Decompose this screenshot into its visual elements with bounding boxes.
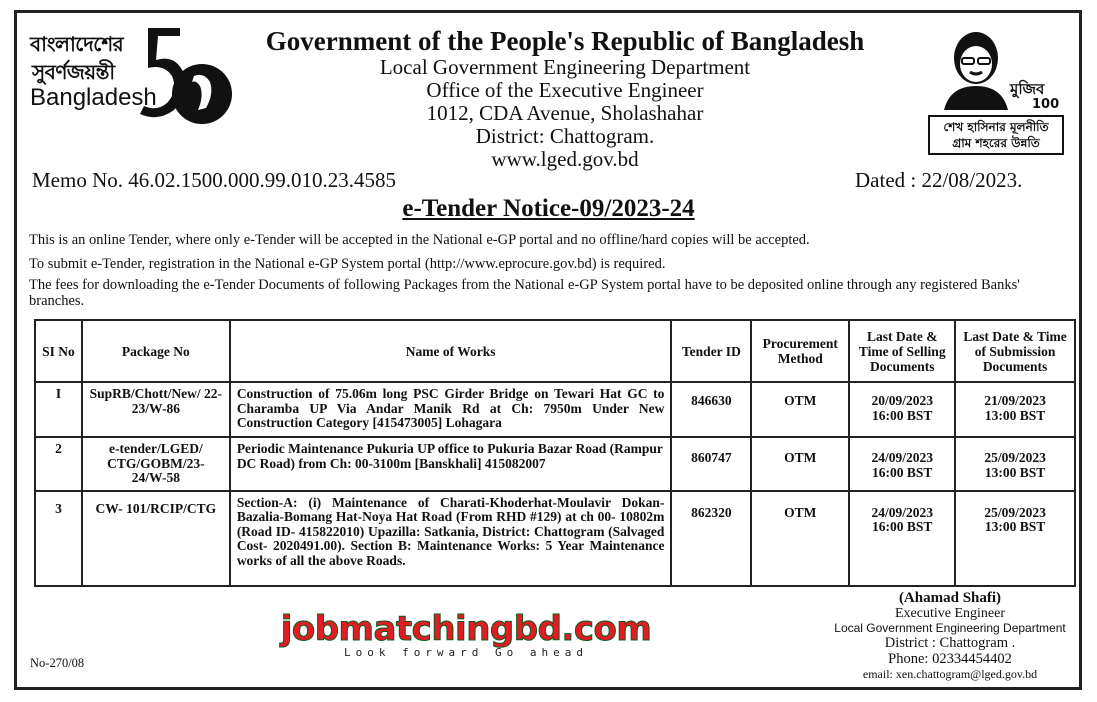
- header-selling: Last Date & Time of Selling Documents: [849, 320, 955, 382]
- cell-selling: [849, 382, 955, 437]
- signatory-designation: Executive Engineer: [894, 606, 1005, 621]
- cell-works: Construction of 75.06m long PSC Girder Bridge on Tewari Hat GC to Charamba UP Via Andar Manik Rd at Ch: 7950m Under New Construction Category [415473005] Lohagara: [230, 382, 672, 437]
- logo-bangla-line2: সুবর্ণজয়ন্তী: [32, 60, 115, 84]
- cell-method: OTM: [751, 382, 849, 437]
- cell-method: OTM: [751, 491, 849, 586]
- cell-tender-id: 846630: [671, 382, 751, 437]
- cell-package: SupRB/Chott/New/ 22-23/W-86: [82, 382, 230, 437]
- cell-works: Section-A: (i) Maintenance of Charati-Khoderhat-Moulavir Dokan- Bazalia-Bomang Hat-Noya Hat Road (From RHD #129) at ch 00- 10802m (Road ID- 415822010) Upazilla: Satkania, District: Chattogram (Salvaged Cost- 2020491.00). Section B: Maintenance Works: 5 Year Maintenance works of all the above Roads.: [230, 491, 672, 586]
- brand-watermark: [276, 610, 656, 659]
- cell-selling: [849, 437, 955, 491]
- submission-time: 13:00 BST: [984, 464, 1046, 480]
- paragraph-registration: To submit e-Tender, registration in the National e-GP System portal (http://www.eprocure.gov.bd) is required.: [29, 256, 666, 272]
- submission-date: 21/09/2023: [984, 393, 1046, 408]
- selling-time: 16:00 BST: [872, 519, 933, 534]
- selling-date: 24/09/2023: [871, 504, 933, 520]
- cell-tender-id: 860747: [671, 437, 751, 491]
- golden-jubilee-logo: [30, 22, 235, 157]
- website-link[interactable]: www.lged.gov.bd: [491, 147, 639, 171]
- mujib-number: 100: [1032, 97, 1060, 112]
- cell-works: Periodic Maintenance Pukuria UP office to Pukuria Bazar Road (Rampur DC Road) from Ch: 00-3100m [Banskhali] 415082007: [230, 437, 672, 491]
- table-row: [35, 382, 1075, 437]
- office-name: Office of the Executive Engineer: [426, 78, 704, 102]
- cell-package: CW- 101/RCIP/CTG: [82, 491, 230, 586]
- signatory-district: District : Chattogram .: [884, 635, 1016, 651]
- cell-sl: I: [35, 382, 82, 437]
- paragraph-fees: The fees for downloading the e-Tender Documents of following Packages from the National e-GP System portal have to be deposited online through any registered Banks' branches.: [29, 277, 1020, 309]
- signature-block: [820, 590, 1080, 681]
- signatory-department: Local Government Engineering Department: [834, 621, 1066, 635]
- notice-date: Dated : 22/08/2023.: [855, 168, 1023, 192]
- header-works: Name of Works: [230, 320, 672, 382]
- cell-method: OTM: [751, 437, 849, 491]
- cell-submission: [955, 491, 1075, 586]
- department-name: Local Government Engineering Department: [379, 55, 751, 79]
- selling-time: 16:00 BST: [872, 407, 933, 423]
- notice-title-text: e-Tender Notice-09/2023-24: [402, 195, 695, 222]
- submission-time: 13:00 BST: [984, 519, 1046, 534]
- header-submission: Last Date & Time of Submission Documents: [955, 320, 1075, 382]
- signatory-email[interactable]: email: xen.chattogram@lged.gov.bd: [862, 667, 1038, 681]
- brand-tagline: Look forward Go ahead: [343, 646, 589, 659]
- header-sl: SI No: [35, 320, 82, 382]
- selling-date: 20/09/2023: [871, 393, 933, 408]
- cell-sl: 2: [35, 437, 82, 491]
- cell-sl: 3: [35, 491, 82, 586]
- portrait-icon: [936, 28, 1060, 112]
- table-header-row: [35, 320, 1075, 382]
- mujib-text: মুজিব: [1010, 80, 1045, 98]
- selling-time: 16:00 BST: [872, 464, 933, 480]
- cell-tender-id: 862320: [671, 491, 751, 586]
- table-row: [35, 437, 1075, 491]
- jubilee-50-icon: [118, 22, 234, 134]
- government-title: Government of the People's Republic of Bangladesh: [265, 26, 865, 56]
- logo-bangla-line1: বাংলাদেশের: [30, 32, 124, 56]
- header-tender-id: Tender ID: [671, 320, 751, 382]
- tender-table: [34, 319, 1076, 587]
- slogan-box: [928, 115, 1064, 155]
- office-district: District: Chattogram.: [475, 124, 655, 148]
- mujib-100-logo: [928, 28, 1063, 163]
- notice-title: [0, 195, 1097, 223]
- table-row: [35, 491, 1075, 586]
- signatory-name: (Ahamad Shafi): [898, 590, 1002, 606]
- cell-submission: [955, 382, 1075, 437]
- cell-submission: [955, 437, 1075, 491]
- header-method: Procurement Method: [751, 320, 849, 382]
- office-address: 1012, CDA Avenue, Sholashahar: [426, 101, 704, 125]
- paragraph-online-tender: This is an online Tender, where only e-Tender will be accepted in the National e-GP portal and no offline/hard copies will be accepted.: [29, 232, 810, 248]
- slogan-line1: শেখ হাসিনার মূলনীতি: [943, 120, 1049, 134]
- signatory-phone: Phone: 02334454402: [888, 651, 1012, 667]
- logo-english: Bangladesh: [30, 84, 157, 111]
- selling-date: 24/09/2023: [871, 450, 933, 465]
- submission-time: 13:00 BST: [984, 407, 1046, 423]
- header-package: Package No: [82, 320, 230, 382]
- memo-number: Memo No. 46.02.1500.000.99.010.23.4585: [32, 168, 396, 192]
- slogan-line2: গ্রাম শহরের উন্নতি: [952, 136, 1040, 150]
- reference-number: No-270/08: [30, 656, 85, 670]
- submission-date: 25/09/2023: [984, 504, 1046, 520]
- cell-selling: [849, 491, 955, 586]
- submission-date: 25/09/2023: [984, 450, 1046, 465]
- cell-package: e-tender/LGED/ CTG/GOBM/23- 24/W-58: [82, 437, 230, 491]
- brand-name: jobmatchingbd.com: [280, 609, 652, 649]
- letterhead: [240, 26, 890, 171]
